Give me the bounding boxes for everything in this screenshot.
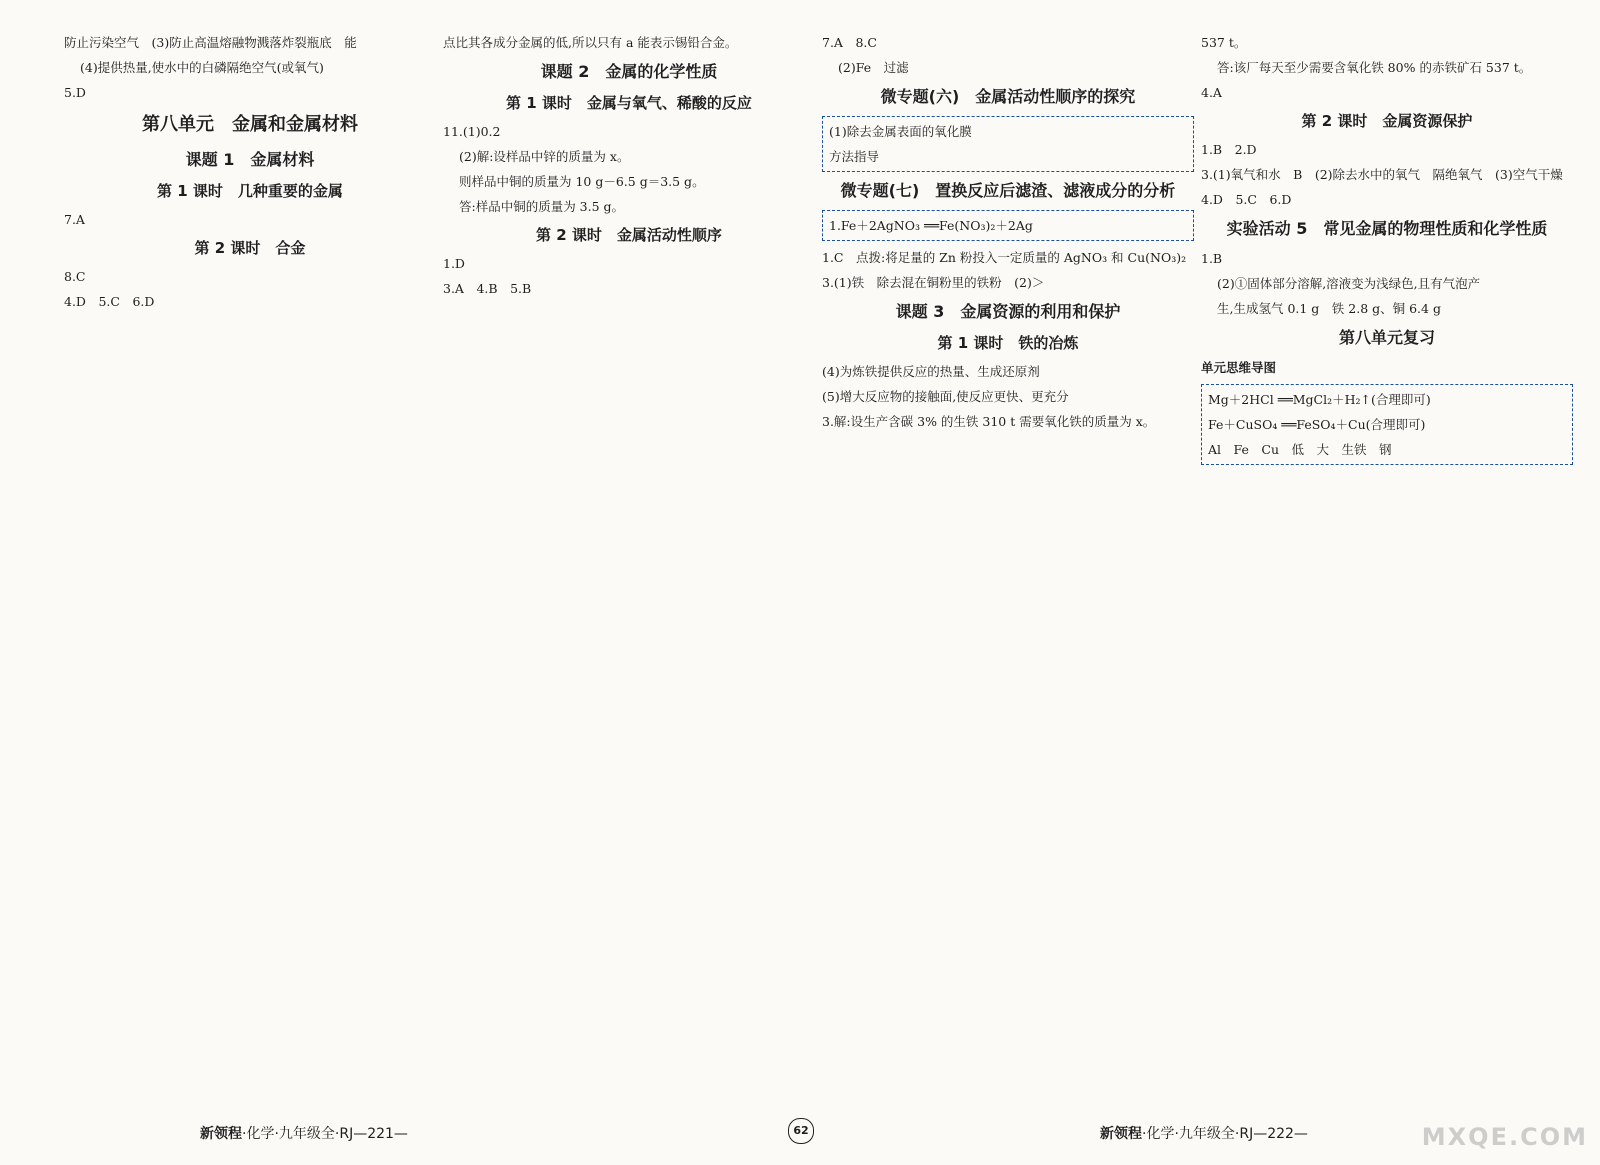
text-line: 1.Fe＋2AgNO₃ ══Fe(NO₃)₂＋2Ag: [829, 218, 1033, 233]
period-title: 第 2 课时 金属资源保护: [1301, 112, 1473, 130]
text-line: 1.B: [1201, 251, 1223, 266]
text-line: 点比其各成分金属的低,所以只有 a 能表示锡铅合金。: [443, 35, 738, 50]
lesson-title: 课题 3 金属资源的利用和保护: [895, 302, 1121, 321]
text-line: (2)Fe 过滤: [838, 60, 909, 75]
text-line: Al Fe Cu 低 大 生铁 钢: [1208, 442, 1392, 457]
footer-text: ·化学·九年级全·RJ—221—: [242, 1126, 408, 1142]
special-topic-title: 微专题(六) 金属活动性顺序的探究: [880, 87, 1136, 106]
mindmap-label: 单元思维导图: [1201, 360, 1277, 375]
footer-text: ·化学·九年级全·RJ—222—: [1142, 1126, 1308, 1142]
experiment-title: 实验活动 5 常见金属的物理性质和化学性质: [1226, 219, 1548, 238]
mindmap-box: [1201, 384, 1573, 465]
text-line: 1.B 2.D: [1201, 142, 1257, 157]
right-footer: [1100, 1123, 1308, 1143]
text-line: 答:样品中铜的质量为 3.5 g。: [459, 199, 625, 214]
period-title: 第 1 课时 金属与氧气、稀酸的反应: [506, 94, 752, 112]
text-line: 1.D: [443, 256, 465, 271]
unit-title: 第八单元 金属和金属材料: [142, 114, 358, 135]
text-line: 生,生成氢气 0.1 g 铁 2.8 g、铜 6.4 g: [1217, 301, 1441, 316]
text-line: 7.A 8.C: [822, 35, 877, 50]
center-page-mark: 62: [788, 1118, 814, 1144]
column-1: [64, 30, 436, 314]
note-box: [822, 210, 1194, 241]
period-title: 第 1 课时 几种重要的金属: [157, 182, 343, 200]
text-line: Mg＋2HCl ══MgCl₂＋H₂↑(合理即可): [1208, 392, 1431, 407]
text-line: 4.A: [1201, 85, 1222, 100]
text-line: 3.(1)氧气和水 B (2)除去水中的氧气 隔绝氧气 (3)空气干燥: [1201, 167, 1563, 182]
text-line: (4)提供热量,使水中的白磷隔绝空气(或氧气): [80, 60, 324, 75]
text-line: Fe＋CuSO₄ ══FeSO₄＋Cu(合理即可): [1208, 417, 1426, 432]
text-line: 防止污染空气 (3)防止高温熔融物溅落炸裂瓶底 能: [64, 35, 357, 50]
text-line: 方法指导: [829, 149, 880, 164]
column-2: [443, 30, 815, 301]
text-line: 3.(1)铁 除去混在铜粉里的铁粉 (2)＞: [822, 275, 1045, 290]
text-line: 答:该厂每天至少需要含氧化铁 80% 的赤铁矿石 537 t。: [1217, 60, 1532, 75]
text-line: 7.A: [64, 212, 85, 227]
text-line: 11.(1)0.2: [443, 124, 501, 139]
text-line: 则样品中铜的质量为 10 g－6.5 g＝3.5 g。: [459, 174, 705, 189]
left-footer: [200, 1123, 408, 1143]
text-line: 8.C: [64, 269, 86, 284]
lesson-title: 课题 1 金属材料: [185, 150, 315, 169]
note-box: [822, 116, 1194, 172]
text-line: (2)①固体部分溶解,溶液变为浅绿色,且有气泡产: [1217, 276, 1481, 291]
text-line: 3.A 4.B 5.B: [443, 281, 532, 296]
text-line: 3.解:设生产含碳 3% 的生铁 310 t 需要氧化铁的质量为 x。: [822, 414, 1156, 429]
text-line: (1)除去金属表面的氧化膜: [829, 124, 972, 139]
footer-brand: 新领程: [1100, 1126, 1142, 1142]
review-title: 第八单元复习: [1338, 328, 1435, 347]
text-line: 1.C 点拨:将足量的 Zn 粉投入一定质量的 AgNO₃ 和 Cu(NO₃)₂: [822, 250, 1187, 265]
watermark-logo: MXQE.COM: [1421, 1123, 1588, 1151]
text-line: 5.D: [64, 85, 86, 100]
column-4: [1201, 30, 1573, 469]
text-line: 4.D 5.C 6.D: [1201, 192, 1292, 207]
text-line: (2)解:设样品中锌的质量为 x。: [459, 149, 630, 164]
period-title: 第 2 课时 合金: [194, 239, 306, 257]
footer-brand: 新领程: [200, 1126, 242, 1142]
text-line: 537 t。: [1201, 35, 1247, 50]
text-line: 4.D 5.C 6.D: [64, 294, 155, 309]
text-line: (5)增大反应物的接触面,使反应更快、更充分: [822, 389, 1069, 404]
lesson-title: 课题 2 金属的化学性质: [540, 62, 718, 81]
special-topic-title: 微专题(七) 置换反应后滤渣、滤液成分的分析: [840, 181, 1176, 200]
period-title: 第 1 课时 铁的冶炼: [937, 334, 1079, 352]
text-line: (4)为炼铁提供反应的热量、生成还原剂: [822, 364, 1040, 379]
column-3: [822, 30, 1194, 434]
period-title: 第 2 课时 金属活动性顺序: [536, 226, 722, 244]
